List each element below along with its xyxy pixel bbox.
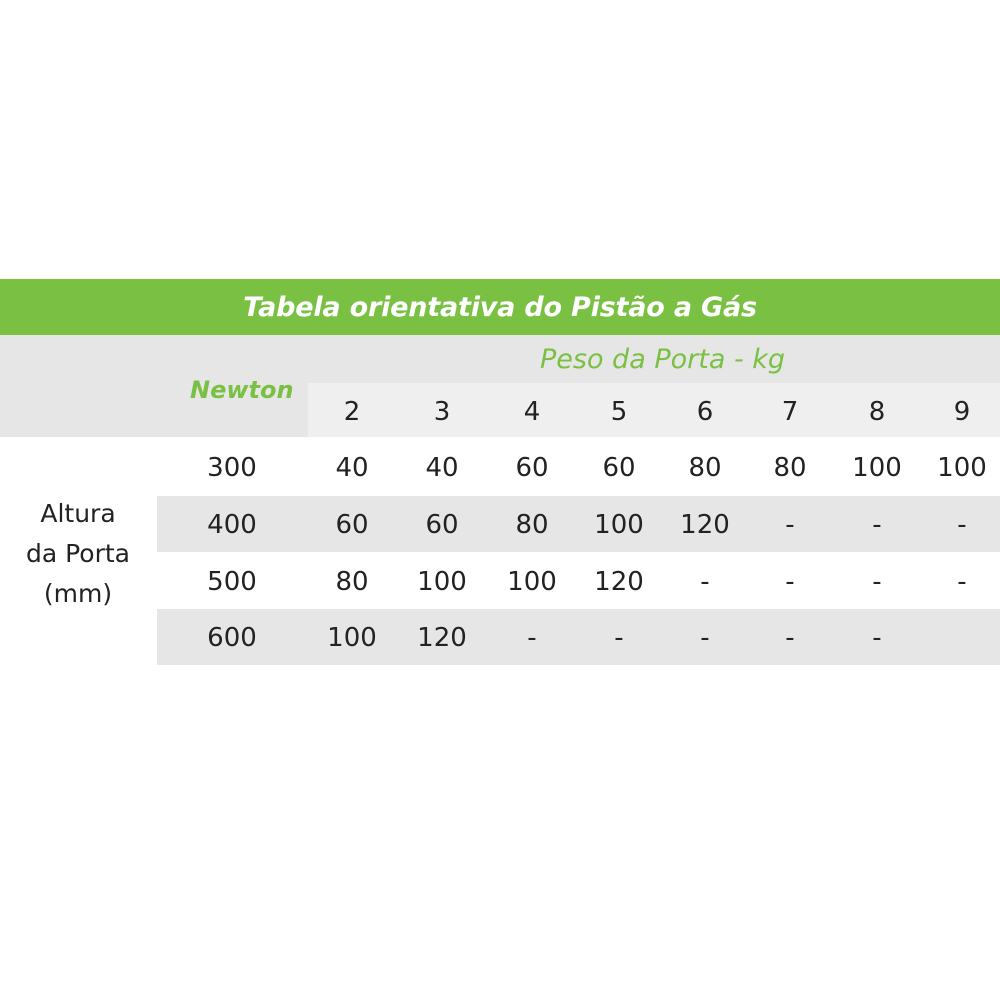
value-cell: 80	[773, 453, 807, 483]
value-cell: 100	[507, 567, 557, 597]
value-cell: 100	[417, 567, 467, 597]
value-cell: 60	[602, 453, 636, 483]
value-cell: 40	[335, 453, 369, 483]
side-label-line: (mm)	[43, 579, 113, 608]
value-cell: -	[527, 623, 537, 653]
weight-header: 9	[953, 397, 971, 427]
height-cell: 400	[207, 510, 257, 540]
value-cell: 120	[417, 623, 467, 653]
weight-header: 3	[433, 397, 451, 427]
value-cell: -	[957, 567, 967, 597]
height-cell: 500	[207, 567, 257, 597]
value-cell: 60	[335, 510, 369, 540]
side-label-line: Altura	[40, 499, 116, 528]
altura-da-porta-label	[20, 494, 136, 614]
value-cell: 80	[335, 567, 369, 597]
value-cell: 100	[852, 453, 902, 483]
value-cell: 100	[937, 453, 987, 483]
value-cell: -	[700, 567, 710, 597]
value-cell	[922, 616, 1000, 660]
weight-header: 7	[781, 397, 799, 427]
value-cell: 80	[688, 453, 722, 483]
newton-label: Newton	[190, 376, 294, 404]
value-cell: 60	[425, 510, 459, 540]
value-cell: 120	[680, 510, 730, 540]
weight-header: 8	[868, 397, 886, 427]
height-cell: 300	[207, 453, 257, 483]
value-cell: 100	[327, 623, 377, 653]
value-cell: -	[785, 510, 795, 540]
peso-da-porta-label: Peso da Porta - kg	[540, 344, 786, 375]
value-cell: -	[872, 567, 882, 597]
value-cell: -	[957, 510, 967, 540]
value-cell: -	[872, 510, 882, 540]
value-cell: 60	[515, 453, 549, 483]
weight-header: 4	[523, 397, 541, 427]
value-cell: 40	[425, 453, 459, 483]
table-title: Tabela orientativa do Pistão a Gás	[0, 279, 1000, 335]
value-cell: -	[700, 623, 710, 653]
value-cell: -	[614, 623, 624, 653]
height-cell: 600	[207, 623, 257, 653]
value-cell: -	[785, 567, 795, 597]
value-cell: -	[872, 623, 882, 653]
weight-header: 2	[343, 397, 361, 427]
weight-header: 5	[610, 397, 628, 427]
weight-header: 6	[696, 397, 714, 427]
value-cell: -	[785, 623, 795, 653]
value-cell: 100	[594, 510, 644, 540]
value-cell: 80	[515, 510, 549, 540]
side-label-line: da Porta	[25, 539, 131, 568]
value-cell: 120	[594, 567, 644, 597]
